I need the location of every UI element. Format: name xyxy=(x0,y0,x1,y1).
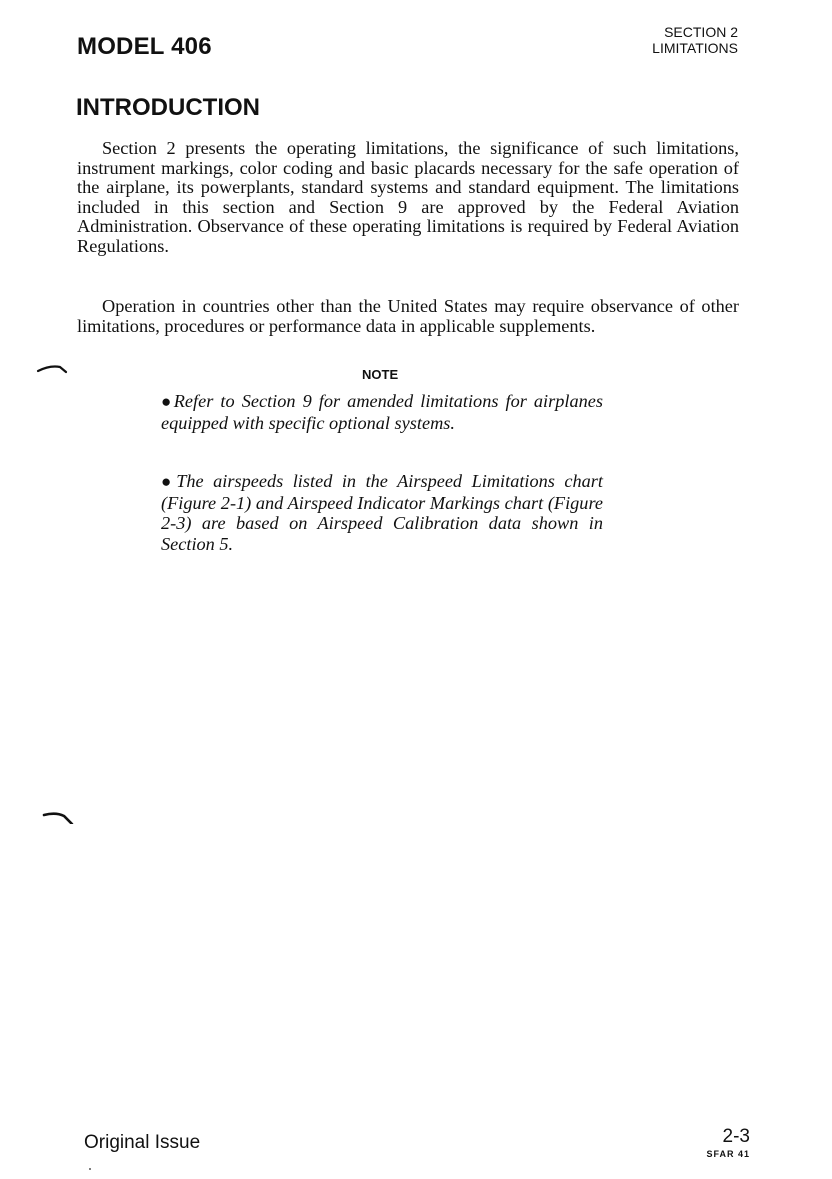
revision-mark-icon xyxy=(42,810,82,824)
footer-page-info xyxy=(706,1126,750,1160)
footer-issue: Original Issue xyxy=(84,1132,201,1153)
note-item-text: The airspeeds listed in the Airspeed Limitations chart (Figure 2-1) and Airspeed Indicator Markings chart (Figure 2-3) are based on Airspeed Calibration data shown in Section 5. xyxy=(161,471,603,554)
scan-speck xyxy=(89,1168,91,1170)
note-label: NOTE xyxy=(362,367,399,382)
model-title: MODEL 406 xyxy=(77,33,212,60)
amendment-label: SFAR 41 xyxy=(706,1149,750,1159)
note-item-text: Refer to Section 9 for amended limitations for airplanes equipped with specific optional systems. xyxy=(161,391,603,433)
bullet-icon: ● xyxy=(161,392,174,411)
intro-paragraph-2-text: Operation in countries other than the United States may require observance of other limitations, procedures or performance data in applicable supplements. xyxy=(77,296,739,336)
bullet-icon: ● xyxy=(161,472,177,491)
note-item xyxy=(161,391,603,433)
revision-mark-icon xyxy=(34,360,74,374)
introduction-heading: INTRODUCTION xyxy=(76,94,260,121)
intro-paragraph-1 xyxy=(77,139,739,257)
section-number: SECTION 2 xyxy=(664,24,738,40)
note-item xyxy=(161,471,603,554)
page-number: 2-3 xyxy=(722,1126,750,1147)
section-name: LIMITATIONS xyxy=(652,40,738,56)
section-header xyxy=(652,24,738,56)
intro-paragraph-1-text: Section 2 presents the operating limitations, the significance of such limitations, instrument markings, color coding and basic placards necessary for the safe operation of the airplane, its powerplants, standard systems and standard equipment. The limitations included in this section and Section 9 are approved by the Federal Aviation Administration. Observance of these operating limitations is required by Federal Aviation Regulations. xyxy=(77,138,739,256)
intro-paragraph-2 xyxy=(77,297,739,336)
